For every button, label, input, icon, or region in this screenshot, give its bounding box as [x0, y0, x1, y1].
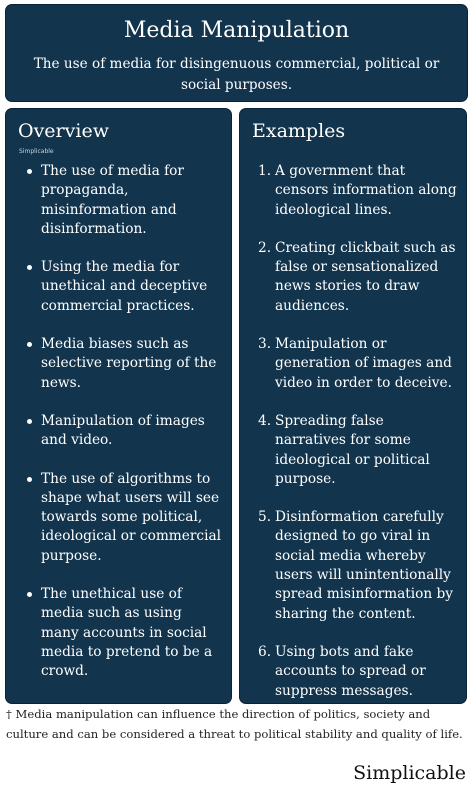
overview-item: The use of algorithms to shape what users will see towards some political, ideological or commercial purpose. [41, 470, 223, 566]
overview-title: Overview [18, 120, 109, 142]
overview-item: Media biases such as selective reporting of the news. [41, 335, 223, 393]
example-text: Manipulation or generation of images and video in order to deceive. [275, 336, 452, 391]
page-title: Media Manipulation [123, 18, 350, 43]
example-number: 2. [258, 239, 272, 256]
examples-title: Examples [252, 120, 346, 142]
overview-item: The unethical use of media such as using many accounts in social media to pretend to be a crowd. [41, 585, 223, 681]
example-number: 6. [258, 643, 272, 660]
watermark-text: Simplicable [19, 148, 54, 155]
examples-list [240, 162, 466, 720]
overview-item: Manipulation of images and video. [41, 412, 223, 451]
example-number: 4. [258, 412, 272, 429]
examples-panel [240, 109, 466, 703]
brand-logo-text: Simplicable [353, 762, 466, 784]
header-panel [6, 5, 467, 101]
example-text: A government that censors information along ideological lines. [275, 163, 457, 218]
example-number: 1. [258, 163, 272, 179]
page-subtitle: The use of media for disingenuous commercial, political or social purposes. [33, 56, 440, 93]
example-number: 3. [258, 336, 272, 353]
overview-list [6, 162, 231, 701]
example-text: Creating clickbait such as false or sensationalized news stories to draw audiences. [275, 239, 456, 314]
overview-item: Using the media for unethical and deceptive commercial practices. [41, 258, 223, 316]
example-item [258, 412, 458, 489]
example-item [258, 643, 458, 701]
example-item [258, 335, 458, 393]
example-item [258, 508, 458, 624]
example-number: 5. [258, 509, 272, 526]
overview-panel [6, 109, 231, 703]
example-item [258, 239, 458, 316]
example-text: Using bots and fake accounts to spread or suppress messages. [275, 643, 426, 699]
footnote: † Media manipulation can influence the direction of politics, society and culture and can be considered a threat to political stability and quality of life. [6, 707, 463, 741]
example-text: Spreading false narratives for some ideological or political purpose. [275, 412, 430, 487]
example-text: Disinformation carefully designed to go viral in social media whereby users will unintentionally spread misinformation by sharing the content. [275, 509, 454, 622]
example-item [258, 162, 458, 220]
overview-item: The use of media for propaganda, misinformation and disinformation. [41, 162, 223, 239]
